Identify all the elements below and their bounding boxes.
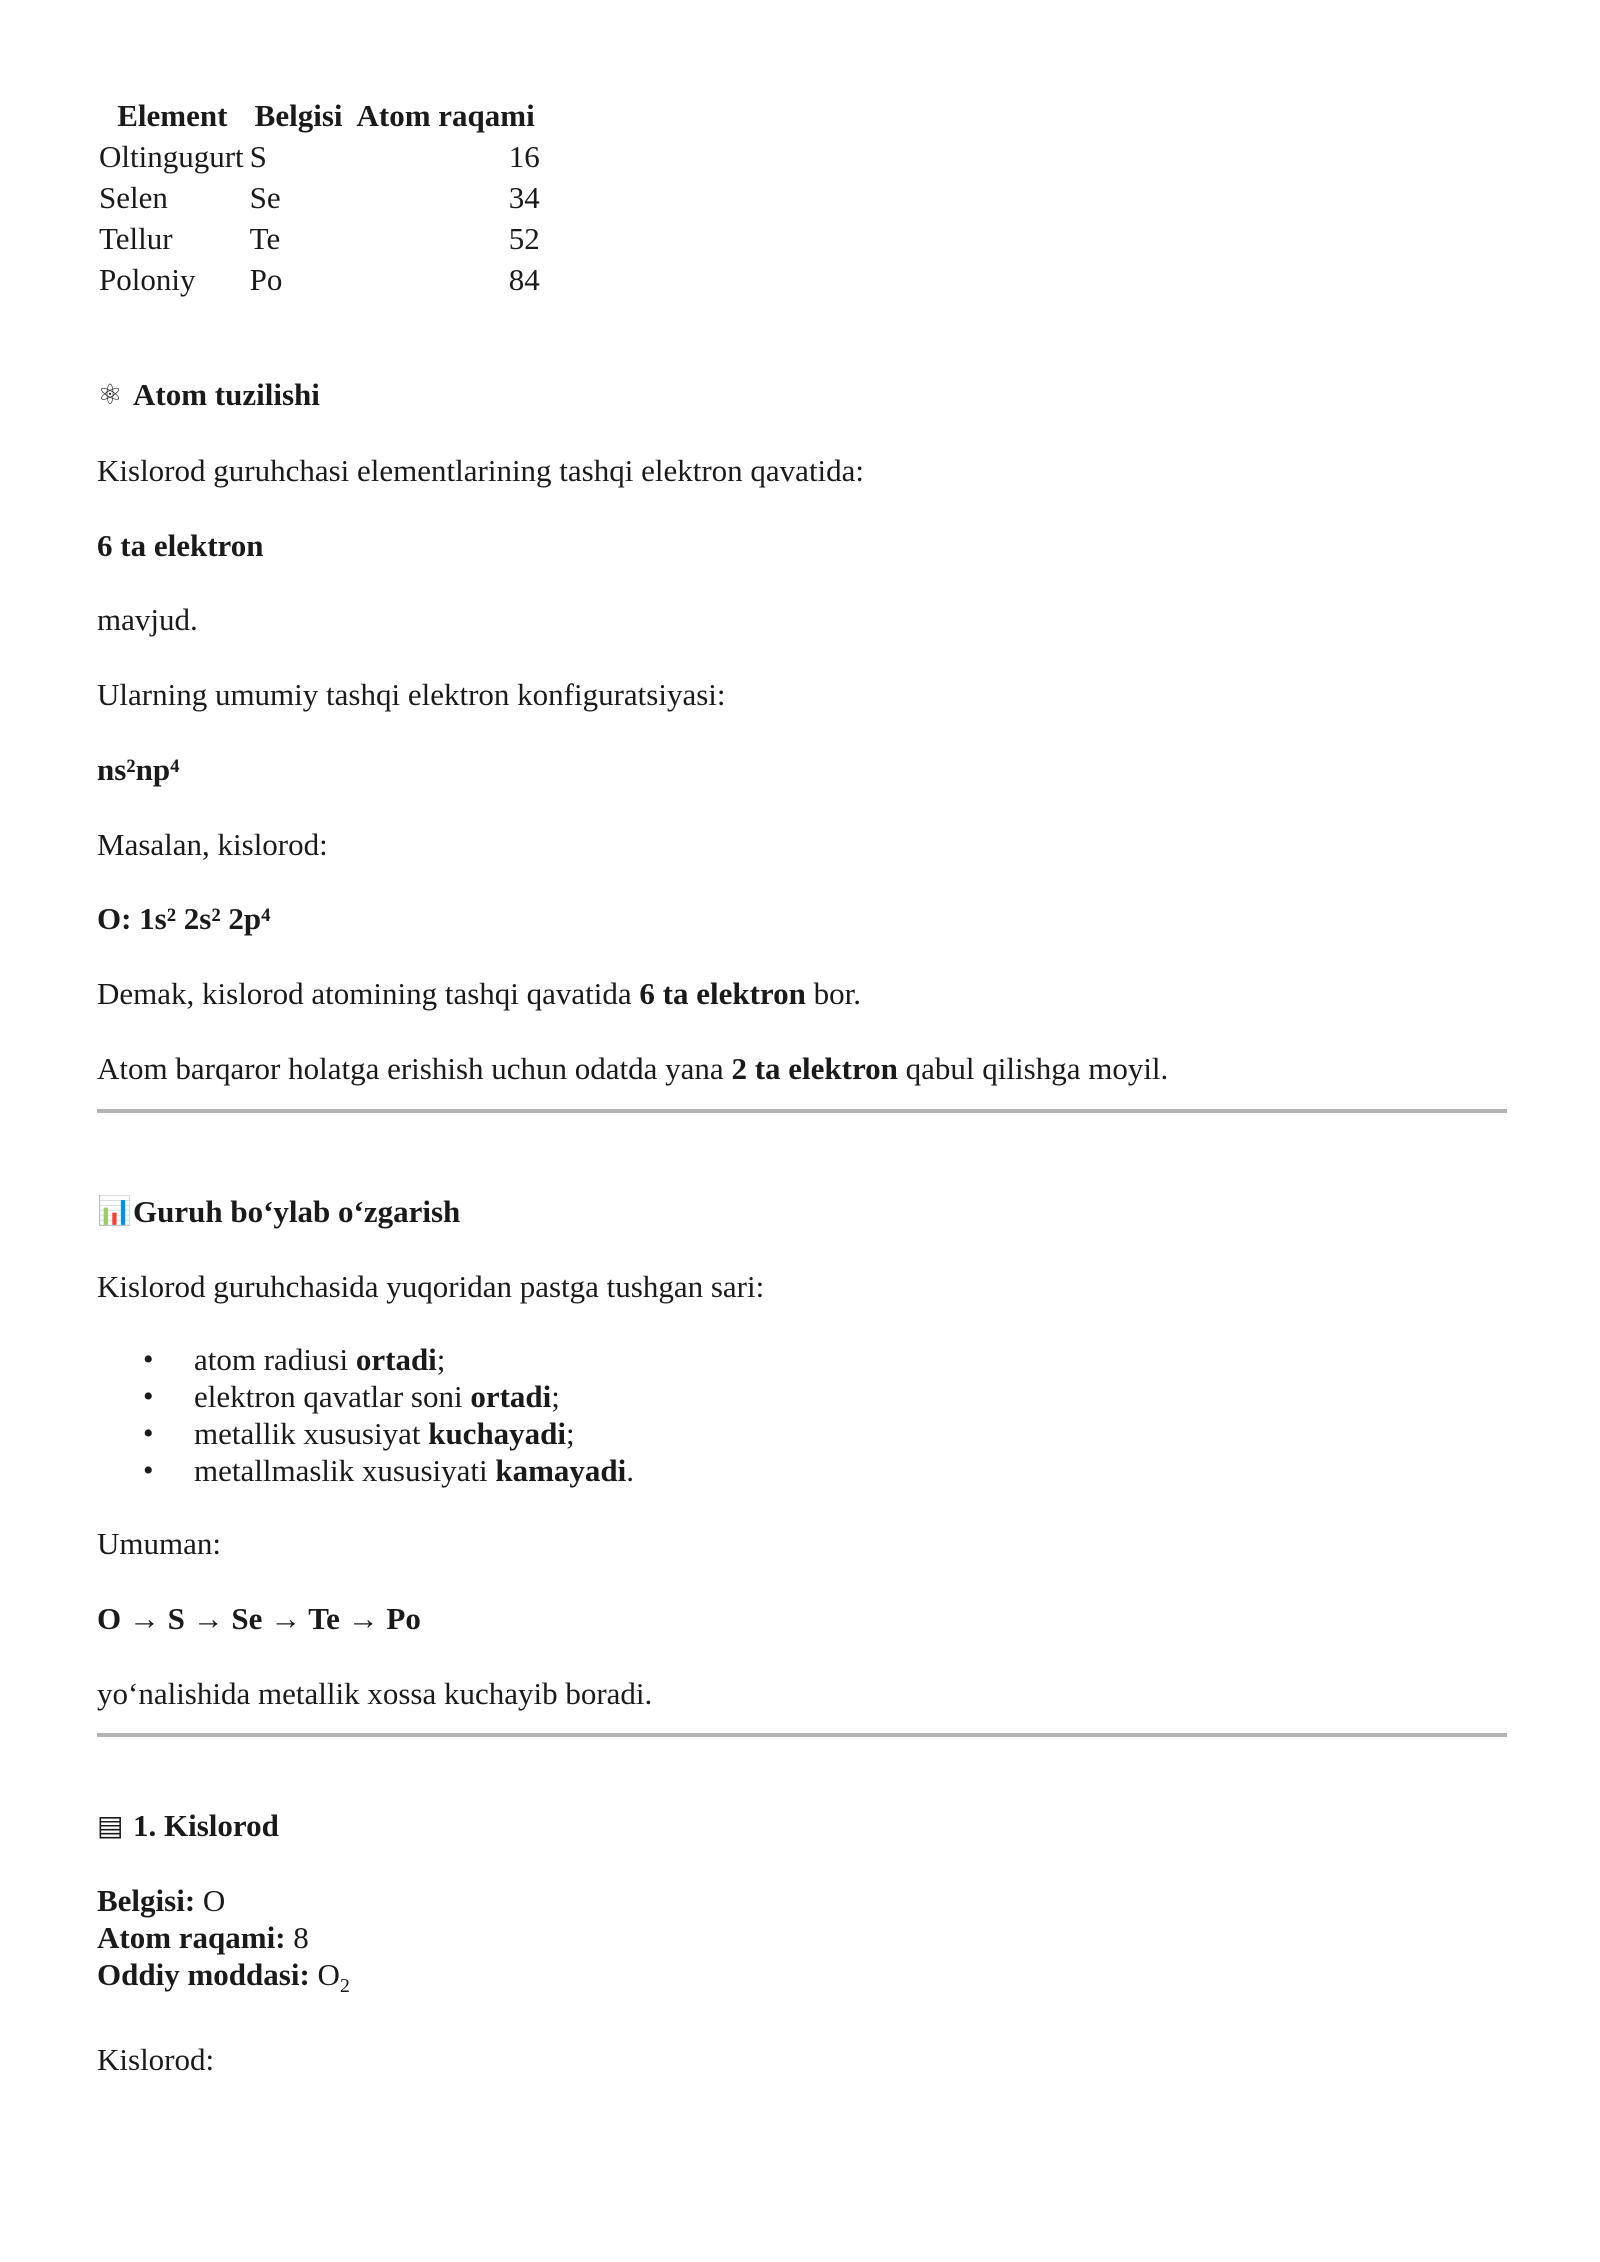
oxygen-config-formula: O: 1s² 2s² 2p⁴	[97, 901, 271, 937]
atom-paragraph-1: Kislorod guruhchasi elementlarining tashqi elektron qavatida:	[97, 452, 865, 488]
emphasis: kuchayadi	[428, 1416, 567, 1451]
element-number: 84	[508, 262, 540, 297]
text-run: elektron qavatlar soni	[194, 1379, 471, 1414]
property-value: 8	[285, 1920, 309, 1955]
group-section-title: Guruh bo‘ylab o‘zgarish	[133, 1193, 461, 1229]
atom-paragraph-8	[97, 975, 1507, 1014]
text-run: ;	[566, 1416, 575, 1451]
table-row	[97, 259, 542, 300]
emphasis: kamayadi	[495, 1453, 627, 1488]
property-symbol	[97, 1882, 1507, 1919]
table-row	[97, 136, 542, 177]
oxygen-tail: Kislorod:	[97, 2042, 215, 2078]
element-number: 52	[508, 221, 540, 256]
element-name: Tellur	[99, 221, 173, 256]
property-label: Oddiy moddasi:	[97, 1957, 310, 1992]
section-divider	[97, 1109, 1507, 1113]
list-item	[97, 1452, 1507, 1489]
property-atomic-number	[97, 1919, 1507, 1956]
text-run: Demak, kislorod atomining tashqi qavatida	[97, 976, 640, 1011]
document-icon: ▤	[97, 1811, 124, 1843]
text-run: metallmaslik xususiyati	[194, 1453, 496, 1488]
property-value: O	[195, 1883, 226, 1918]
atom-paragraph-3: mavjud.	[97, 602, 198, 638]
property-value: O	[309, 1957, 340, 1992]
oxygen-section-title: 1. Kislorod	[133, 1808, 279, 1844]
element-symbol: S	[249, 139, 267, 174]
element-symbol: Se	[249, 180, 281, 215]
text-run: ;	[551, 1379, 560, 1414]
config-formula: ns²np⁴	[97, 751, 180, 787]
elements-table	[97, 95, 542, 300]
document-page	[97, 95, 1507, 2080]
emphasis: 2 ta elektron	[731, 1050, 898, 1086]
atom-paragraph-2: 6 ta elektron	[97, 527, 264, 563]
text-run: .	[626, 1453, 635, 1488]
property-label: Belgisi:	[97, 1883, 196, 1918]
atom-paragraph-4: Ularning umumiy tashqi elektron konfiguratsiyasi:	[97, 677, 726, 712]
element-sequence: O → S → Se → Te → Po	[97, 1600, 421, 1636]
element-name: Oltingugurt	[99, 139, 244, 174]
atom-icon: ⚛	[97, 379, 123, 411]
element-number: 16	[508, 139, 540, 174]
table-header-symbol: Belgisi	[254, 98, 343, 133]
atom-paragraph-9	[97, 1050, 1507, 1089]
table-header-element: Element	[117, 98, 228, 133]
atom-section-title: Atom tuzilishi	[133, 377, 320, 412]
element-number: 34	[508, 180, 540, 215]
text-run: ;	[436, 1342, 446, 1377]
group-conclusion: yo‘nalishida metallik xossa kuchayib boradi.	[97, 1675, 653, 1711]
bar-chart-icon: 📊	[97, 1196, 132, 1228]
property-subscript: 2	[339, 1975, 350, 1998]
table-header-row	[97, 95, 542, 136]
group-intro: Kislorod guruhchasida yuqoridan pastga tushgan sari:	[97, 1269, 765, 1305]
group-section-heading	[97, 1193, 1507, 1232]
property-label: Atom raqami:	[97, 1920, 286, 1955]
table-header-number: Atom raqami	[356, 98, 535, 133]
text-run: qabul qilishga moyil.	[897, 1050, 1169, 1086]
text-run: bor.	[805, 976, 861, 1011]
emphasis: ortadi	[355, 1342, 437, 1377]
element-name: Selen	[99, 180, 168, 215]
emphasis: 6 ta elektron	[639, 976, 806, 1011]
list-item	[97, 1341, 1507, 1378]
emphasis: ortadi	[470, 1379, 552, 1414]
oxygen-section-heading	[97, 1807, 1507, 1846]
element-symbol: Te	[249, 221, 281, 256]
element-symbol: Po	[249, 262, 283, 297]
text-run: metallik xususiyat	[194, 1416, 429, 1451]
text-run: Atom barqaror holatga erishish uchun odatda yana	[97, 1050, 732, 1086]
table-row	[97, 218, 542, 259]
summary-label: Umuman:	[97, 1526, 221, 1561]
changes-list	[97, 1341, 1507, 1489]
property-simple-substance	[97, 1956, 1507, 2005]
atom-section-heading	[97, 376, 1507, 415]
list-item	[97, 1378, 1507, 1415]
atom-paragraph-6: Masalan, kislorod:	[97, 826, 328, 862]
list-item	[97, 1415, 1507, 1452]
element-name: Poloniy	[99, 262, 196, 297]
section-divider	[97, 1733, 1507, 1737]
table-row	[97, 177, 542, 218]
text-run: atom radiusi	[194, 1342, 356, 1377]
oxygen-properties	[97, 1882, 1507, 2005]
